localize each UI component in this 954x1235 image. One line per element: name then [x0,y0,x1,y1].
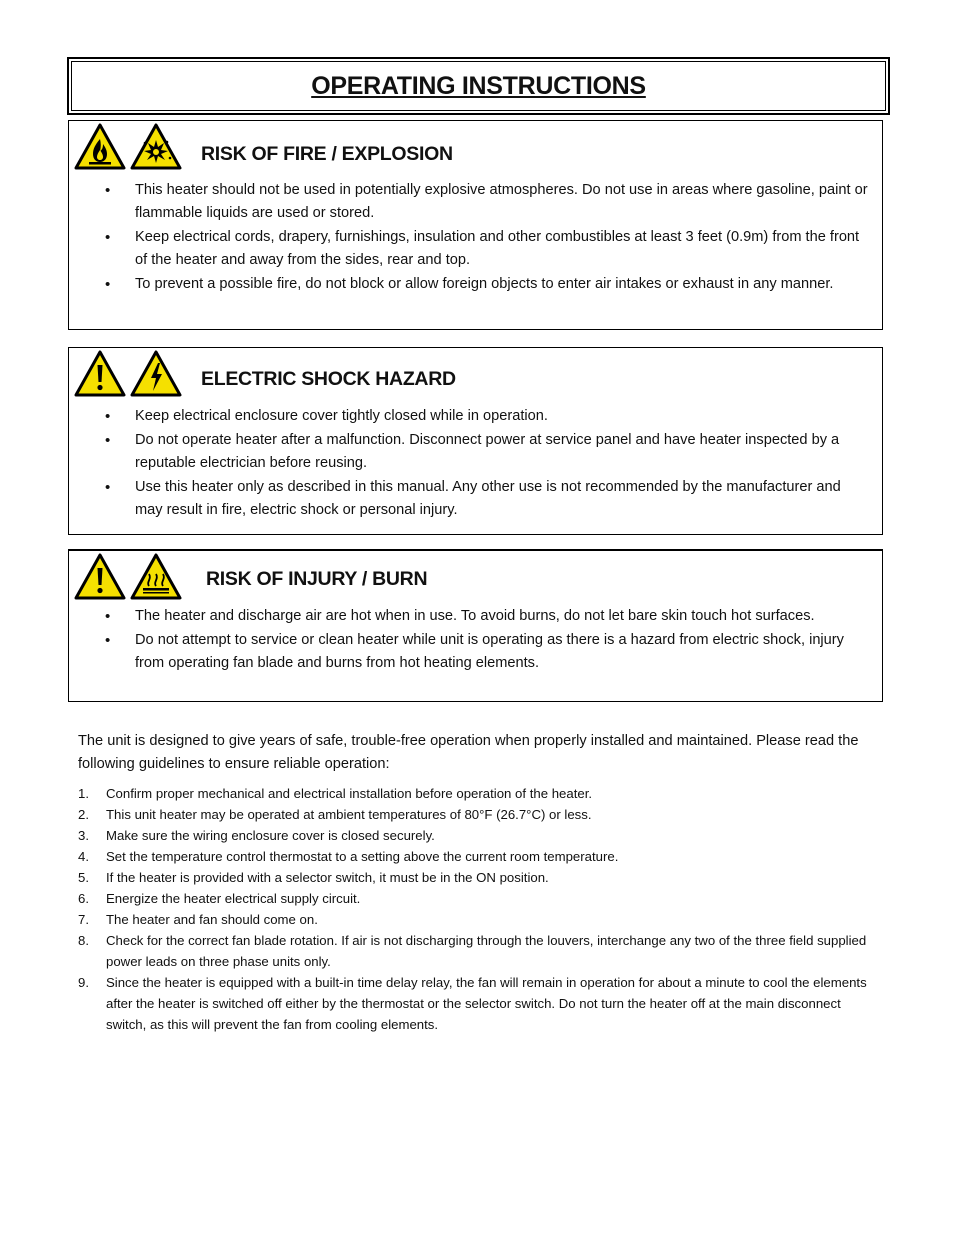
step-number: 2. [78,807,89,822]
hot-surface-warning-icon [130,553,182,601]
hazard-bullet: • Use this heater only as described in this manual. Any other use is not recommended by the manufacturer and may result in fire, electric shock or personal injury. [103,476,872,522]
page-title: OPERATING INSTRUCTIONS [311,71,646,100]
hazard-bullet-list [103,405,872,523]
hazard-bullet-list [103,179,872,297]
step-number: 9. [78,975,89,990]
step-number: 1. [78,786,89,801]
flammable-warning-icon [74,123,126,171]
general-warning-icon [74,553,126,601]
hazard-heading: RISK OF FIRE / EXPLOSION [201,143,453,165]
step-number: 8. [78,933,89,948]
hazard-bullet: • Keep electrical enclosure cover tightly closed while in operation. [103,405,872,428]
step-item [78,825,878,846]
step-item [78,930,878,972]
hazard-bullet: • The heater and discharge air are hot when in use. To avoid burns, do not let bare skin touch hot surfaces. [103,605,872,628]
title-inner-frame [71,61,886,111]
hazard-bullet: • Keep electrical cords, drapery, furnishings, insulation and other combustibles at least 3 feet (0.9m) from the front of the heater and away from the sides, rear and top. [103,226,872,272]
step-item [78,867,878,888]
step-text: Since the heater is equipped with a built-in time delay relay, the fan will remain in operation for about a minute to cool the elements after the heater is switched off either by the thermostat or the selector switch. Do not turn the heater off at the main disconnect switch, as this will prevent the fan from cooling elements. [106,975,867,1032]
hazard-box-electric-shock [68,347,883,535]
step-text: This unit heater may be operated at ambient temperatures of 80°F (26.7°C) or less. [106,807,592,822]
step-number: 4. [78,849,89,864]
explosive-warning-icon [130,123,182,171]
hazard-heading: RISK OF INJURY / BURN [206,568,428,590]
hazard-box-fire-explosion [68,120,883,330]
step-text: Check for the correct fan blade rotation. If air is not discharging through the louvers, interchange any two of the three field supplied power leads on three phase units only. [106,933,867,969]
step-text: Confirm proper mechanical and electrical installation before operation of the heater. [106,786,593,801]
title-box [67,57,890,115]
hazard-bullet-list [103,605,872,676]
hazard-box-injury-burn [68,549,883,702]
general-warning-icon [74,350,126,398]
operation-steps-list [78,783,878,1035]
step-number: 7. [78,912,89,927]
step-number: 3. [78,828,89,843]
step-number: 5. [78,870,89,885]
step-item [78,888,878,909]
step-text: Make sure the wiring enclosure cover is closed securely. [106,828,435,843]
hazard-icons [74,123,182,171]
hazard-icons [74,553,182,601]
step-item [78,783,878,804]
hazard-bullet: • Do not attempt to service or clean heater while unit is operating as there is a hazard from electric shock, injury from operating fan blade and burns from hot heating elements. [103,629,872,675]
hazard-bullet: • To prevent a possible fire, do not block or allow foreign objects to enter air intakes or exhaust in any manner. [103,273,872,296]
step-text: The heater and fan should come on. [106,912,318,927]
step-text: Energize the heater electrical supply circuit. [106,891,361,906]
step-text: If the heater is provided with a selector switch, it must be in the ON position. [106,870,549,885]
intro-paragraph: The unit is designed to give years of safe, trouble-free operation when properly installed and maintained. Please read the following guidelines to ensure reliable operation: [78,732,859,772]
hazard-icons [74,350,182,398]
step-item [78,846,878,867]
hazard-bullet: • Do not operate heater after a malfunction. Disconnect power at service panel and have heater inspected by a reputable electrician before reusing. [103,429,872,475]
hazard-bullet: • This heater should not be used in potentially explosive atmospheres. Do not use in areas where gasoline, paint or flammable liquids are used or stored. [103,179,872,225]
step-number: 6. [78,891,89,906]
hazard-heading: ELECTRIC SHOCK HAZARD [201,368,456,390]
step-item [78,909,878,930]
step-item [78,804,878,825]
step-item [78,972,878,1035]
electric-shock-warning-icon [130,350,182,398]
step-text: Set the temperature control thermostat to a setting above the current room temperature. [106,849,619,864]
